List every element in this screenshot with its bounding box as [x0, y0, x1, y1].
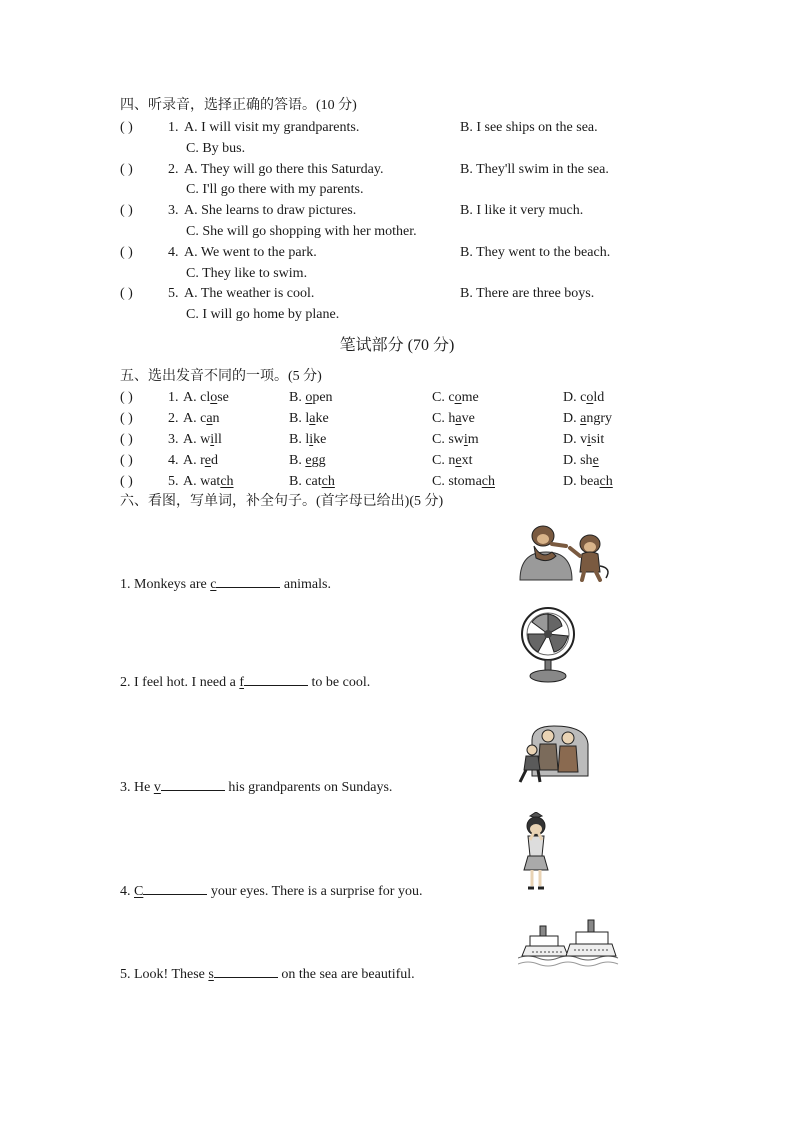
word-option: [432, 475, 495, 489]
question-number: 5.: [168, 286, 179, 301]
word-part: sit: [591, 432, 605, 447]
option-a: A. They will go there this Saturday.: [184, 162, 384, 177]
answer-bracket[interactable]: ( ): [120, 286, 133, 301]
answer-bracket[interactable]: ( ): [120, 245, 133, 260]
word-option: [183, 433, 222, 447]
underlined-letters: o: [210, 390, 218, 405]
answer-bracket[interactable]: ( ): [120, 390, 133, 405]
word-part: n: [212, 411, 220, 426]
question-number: 2.: [168, 162, 179, 177]
sentence-3: [120, 778, 392, 795]
word-part: C. c: [432, 390, 455, 405]
option-a: A. We went to the park.: [184, 245, 317, 260]
word-part: ve: [461, 411, 475, 426]
underlined-letters: a: [455, 411, 462, 426]
word-part: D. c: [563, 390, 587, 405]
word-option: [289, 454, 326, 468]
sentence-5: [120, 965, 415, 982]
option-c: C. They like to swim.: [186, 266, 308, 281]
given-letter: s: [208, 967, 214, 982]
option-b: B. I like it very much.: [460, 203, 584, 218]
question-number: 1.: [168, 120, 179, 135]
word-option: [563, 433, 604, 447]
sentence-text: 5. Look! These: [120, 967, 209, 982]
sentence-text: 4.: [120, 884, 134, 899]
word-option: [432, 412, 475, 426]
word-part: A. wat: [183, 474, 221, 489]
monkeys-picture: [518, 516, 614, 582]
option-c: C. I'll go there with my parents.: [186, 182, 364, 197]
answer-blank[interactable]: [214, 965, 278, 978]
option-a: A. The weather is cool.: [184, 286, 315, 301]
underlined-letters: e: [592, 453, 599, 468]
underlined-letters: ch: [599, 474, 613, 489]
option-c: C. By bus.: [186, 141, 246, 156]
question-number: 4.: [168, 245, 179, 260]
written-part-title: 笔试部分 (70 分): [339, 337, 455, 354]
word-option: [289, 391, 333, 405]
underlined-letters: e: [204, 453, 211, 468]
option-a: A. She learns to draw pictures.: [184, 203, 357, 218]
given-letter: f: [239, 675, 245, 690]
option-b: B. They'll swim in the sea.: [460, 162, 609, 177]
question-number: 4.: [168, 453, 179, 468]
section4-heading: 四、听录音，选择正确的答语。(10 分): [120, 98, 357, 113]
question-number: 1.: [168, 390, 179, 405]
word-part: A. r: [183, 453, 205, 468]
word-part: B. l: [289, 432, 310, 447]
word-part: gg: [311, 453, 326, 468]
sentence-1: [120, 575, 331, 592]
word-part: C. h: [432, 411, 456, 426]
underlined-letters: ch: [220, 474, 234, 489]
word-option: [289, 412, 329, 426]
sentence-text: on the sea are beautiful.: [277, 967, 415, 982]
word-option: [183, 475, 234, 489]
word-part: B. cat: [289, 474, 322, 489]
word-part: A. c: [183, 411, 207, 426]
option-b: B. I see ships on the sea.: [460, 120, 598, 135]
word-option: [183, 391, 229, 405]
word-part: D.: [563, 411, 581, 426]
answer-bracket[interactable]: ( ): [120, 411, 133, 426]
underlined-letters: ch: [321, 474, 335, 489]
underlined-letters: ch: [481, 474, 495, 489]
sentence-2: [120, 673, 370, 690]
underlined-letters: a: [580, 411, 587, 426]
word-option: [563, 412, 612, 426]
word-part: ke: [315, 411, 329, 426]
section5-heading: 五、选出发音不同的一项。(5 分): [120, 369, 322, 384]
answer-blank[interactable]: [143, 882, 207, 895]
word-part: ngry: [586, 411, 613, 426]
word-part: D. sh: [563, 453, 593, 468]
sentence-4: [120, 882, 422, 899]
word-option: [432, 454, 472, 468]
underlined-letters: o: [586, 390, 594, 405]
family-picture: [516, 720, 592, 786]
question-number: 3.: [168, 203, 179, 218]
word-part: C. n: [432, 453, 456, 468]
word-part: D. v: [563, 432, 588, 447]
question-number: 3.: [168, 432, 179, 447]
underlined-letters: i: [309, 432, 314, 447]
given-letter: v: [153, 780, 161, 795]
question-number: 2.: [168, 411, 179, 426]
word-part: ll: [214, 432, 222, 447]
electric-fan-picture: [520, 606, 576, 684]
underlined-letters: o: [305, 390, 313, 405]
word-part: A. cl: [183, 390, 211, 405]
underlined-letters: a: [309, 411, 316, 426]
word-option: [183, 454, 218, 468]
option-b: B. They went to the beach.: [460, 245, 611, 260]
option-c: C. She will go shopping with her mother.: [186, 224, 417, 239]
word-part: m: [467, 432, 479, 447]
word-option: [563, 475, 613, 489]
given-letter: C: [134, 884, 144, 899]
word-part: xt: [461, 453, 473, 468]
answer-bracket[interactable]: ( ): [120, 120, 133, 135]
word-part: B.: [289, 453, 306, 468]
ships-picture: [518, 918, 620, 970]
word-part: B.: [289, 390, 306, 405]
answer-blank[interactable]: [244, 673, 308, 686]
word-part: C. sw: [432, 432, 464, 447]
answer-bracket[interactable]: ( ): [120, 162, 133, 177]
word-option: [432, 433, 479, 447]
word-part: D. bea: [563, 474, 600, 489]
word-option: [432, 391, 479, 405]
sentence-text: his grandparents on Sundays.: [224, 780, 393, 795]
question-number: 5.: [168, 474, 179, 489]
given-letter: c: [210, 577, 217, 592]
underlined-letters: i: [210, 432, 215, 447]
option-a: A. I will visit my grandparents.: [184, 120, 360, 135]
section6-heading: 六、看图，写单词，补全句子。(首字母已给出)(5 分): [120, 494, 444, 509]
sentence-text: 3. He: [120, 780, 154, 795]
answer-bracket[interactable]: ( ): [120, 432, 133, 447]
word-part: me: [461, 390, 479, 405]
option-c: C. I will go home by plane.: [186, 307, 340, 322]
word-option: [183, 412, 220, 426]
answer-blank[interactable]: [216, 575, 280, 588]
word-part: B. l: [289, 411, 310, 426]
word-part: C. stoma: [432, 474, 482, 489]
sentence-text: 2. I feel hot. I need a: [120, 675, 240, 690]
word-option: [289, 433, 326, 447]
word-part: ke: [313, 432, 327, 447]
word-option: [563, 391, 604, 405]
underlined-letters: i: [587, 432, 592, 447]
word-option: [563, 454, 599, 468]
word-part: pen: [312, 390, 333, 405]
word-part: A. w: [183, 432, 211, 447]
answer-bracket[interactable]: ( ): [120, 203, 133, 218]
underlined-letters: o: [454, 390, 462, 405]
sentence-text: animals.: [280, 577, 331, 592]
word-option: [289, 475, 335, 489]
underlined-letters: e: [305, 453, 312, 468]
answer-blank[interactable]: [161, 778, 225, 791]
underlined-letters: a: [206, 411, 213, 426]
option-b: B. There are three boys.: [460, 286, 595, 301]
answer-bracket[interactable]: ( ): [120, 474, 133, 489]
sentence-text: 1. Monkeys are: [120, 577, 211, 592]
answer-bracket[interactable]: ( ): [120, 453, 133, 468]
word-part: ld: [593, 390, 605, 405]
underlined-letters: i: [463, 432, 468, 447]
word-part: se: [217, 390, 229, 405]
word-part: d: [211, 453, 218, 468]
sentence-text: to be cool.: [308, 675, 371, 690]
sentence-text: your eyes. There is a surprise for you.: [207, 884, 423, 899]
underlined-letters: e: [455, 453, 462, 468]
girl-picture: [518, 812, 554, 894]
